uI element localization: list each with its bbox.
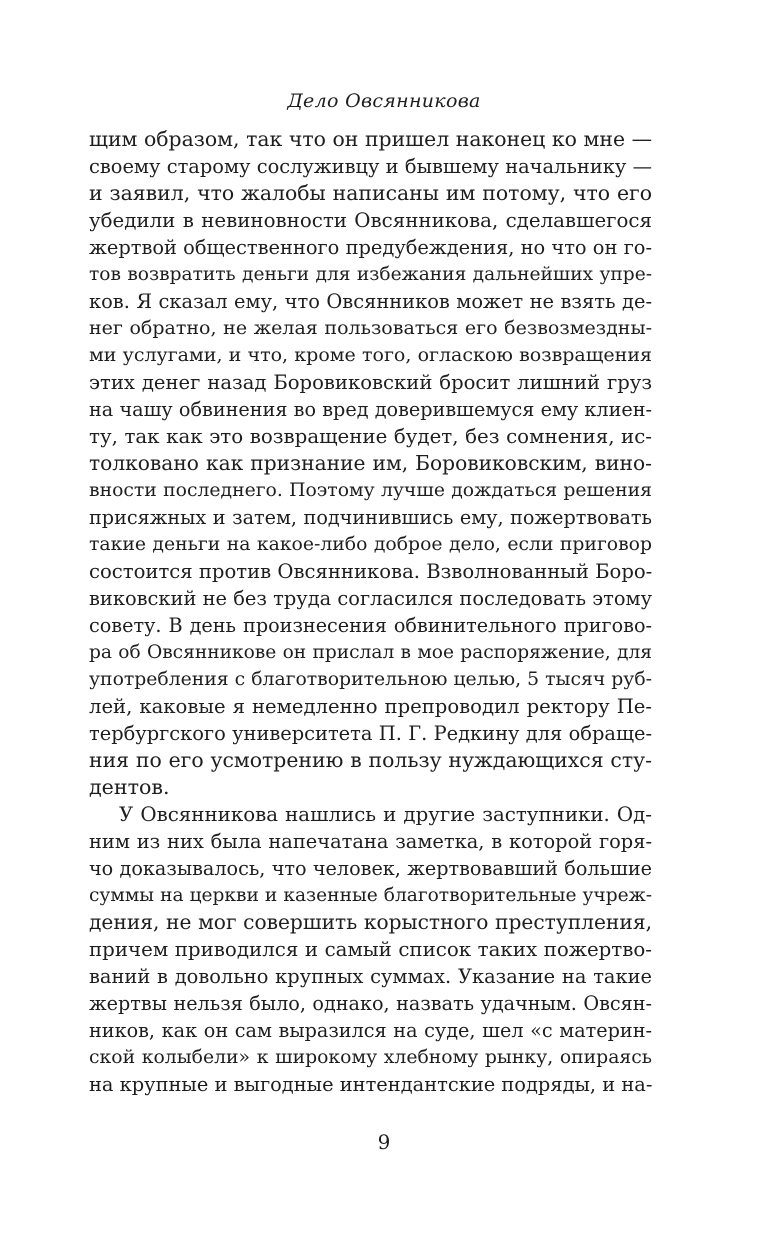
text-line: У Овсянникова нашлись и другие заступники. Од- xyxy=(119,803,652,826)
page-number: 9 xyxy=(377,1130,391,1154)
running-head: Дело Овсянникова xyxy=(287,90,481,112)
text-line: состоится против Овсянникова. Взволнованный Боро- xyxy=(89,560,652,583)
text-line: щим образом, так что он пришел наконец ко мне — xyxy=(89,127,652,151)
text-line: ния по его усмотрению в пользу нуждающихся сту- xyxy=(89,748,652,772)
text-line: ской колыбели» к широкому хлебному рынку, опираясь xyxy=(89,1047,652,1068)
text-line: лей, каковые я немедленно препроводил ректору Пе- xyxy=(89,695,652,718)
text-line: чо доказывалось, что человек, жертвовавший большие xyxy=(89,857,652,880)
text-line: ков. Я сказал ему, что Овсянников может не взять де- xyxy=(89,290,652,313)
text-line: этих денег назад Боровиковский бросит лишний груз xyxy=(89,371,652,394)
text-line: тербургского университета П. Г. Редкину для обраще- xyxy=(89,722,652,745)
text-line: ваний в довольно крупных суммах. Указание на такие xyxy=(89,965,652,988)
text-line: ним из них была напечатана заметка, в которой горя- xyxy=(89,830,652,853)
text-line: виковский не без труда согласился последовать этому xyxy=(89,587,652,610)
text-line: присяжных и затем, подчинившись ему, пожертвовать xyxy=(89,506,652,529)
text-line: жертвой общественного предубеждения, но что он го- xyxy=(89,236,652,259)
text-line: на чашу обвинения во вред доверившемуся ему клиен- xyxy=(89,398,652,421)
text-line: ми услугами, и что, кроме того, огласкою возвращения xyxy=(89,344,652,366)
text-line: причем приводился и самый список таких пожертво- xyxy=(89,938,652,961)
text-line: тов возвратить деньги для избежания дальнейших упре- xyxy=(89,264,652,285)
text-line: своему старому сослуживцу и бывшему начальнику — xyxy=(89,155,652,178)
text-line: употребления с благотворительною целью, 5 тысяч руб- xyxy=(89,669,652,690)
text-line: совету. В день произнесения обвинительного пригово- xyxy=(89,614,652,637)
body-text xyxy=(89,126,652,1098)
text-line: дения, не мог совершить корыстного преступления, xyxy=(89,910,652,934)
text-line: толковано как признание им, Боровиковским, вино- xyxy=(89,451,652,475)
text-line: и заявил, что жалобы написаны им потому, что его xyxy=(89,181,652,205)
text-line: суммы на церкви и казенные благотворительные учреж- xyxy=(89,885,652,906)
paragraph xyxy=(89,126,652,801)
text-line: жертвы нельзя было, однако, назвать удачным. Овсян- xyxy=(89,992,652,1015)
paragraph xyxy=(89,801,652,1098)
text-line: ра об Овсянникове он прислал в мое распоряжение, для xyxy=(89,642,652,663)
text-line: ников, как он сам выразился на суде, шел «с материн- xyxy=(89,1019,652,1042)
text-line: вности последнего. Поэтому лучше дождаться решения xyxy=(89,480,652,501)
text-line: нег обратно, не желая пользоваться его безвозмездны- xyxy=(89,317,652,339)
text-line: такие деньги на какое-либо доброе дело, если приговор xyxy=(89,534,652,555)
text-line: на крупные и выгодные интендантские подряды, и на- xyxy=(89,1073,652,1096)
text-line: дентов. xyxy=(89,775,170,799)
text-line: ту, так как это возвращение будет, без сомнения, ис- xyxy=(89,425,652,448)
text-line: убедили в невиновности Овсянникова, сделавшегося xyxy=(89,209,652,232)
